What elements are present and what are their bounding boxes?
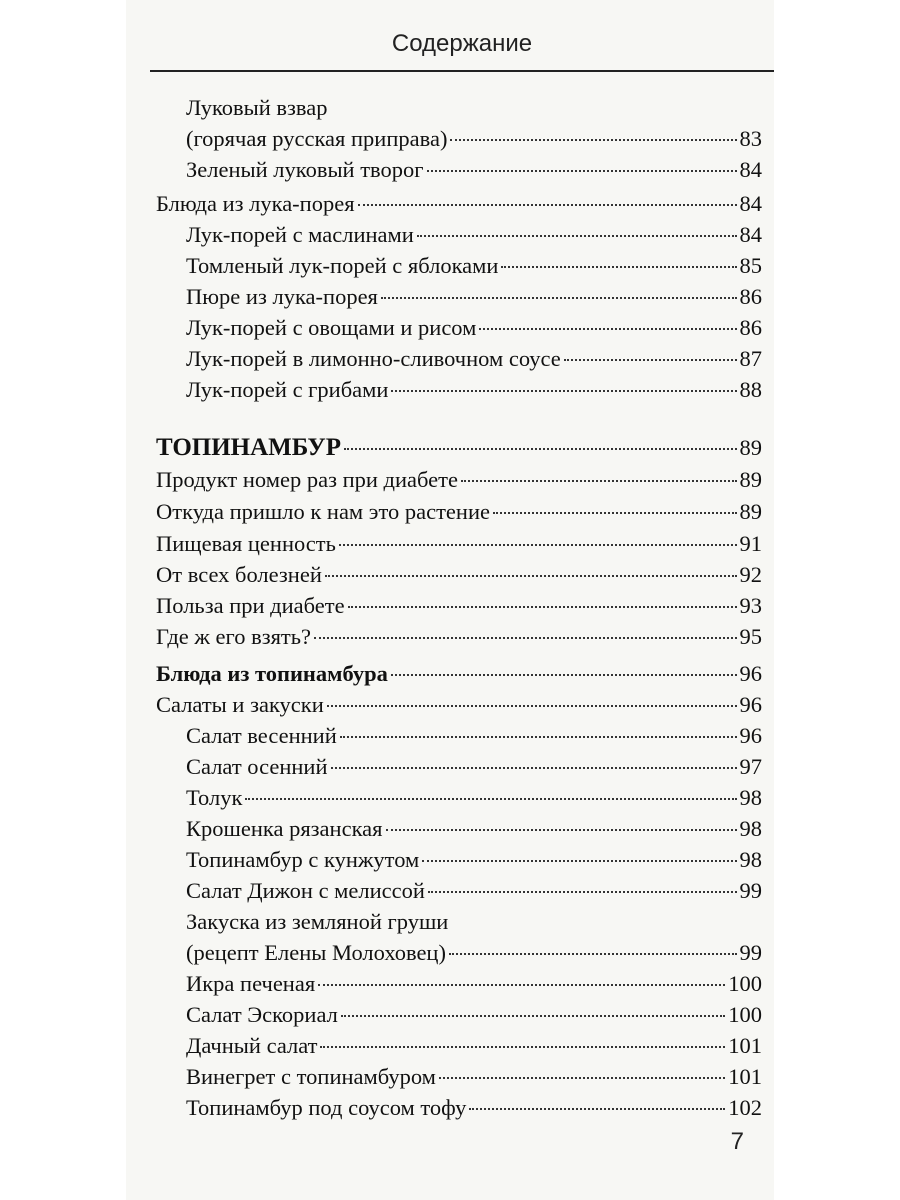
toc-entry-page: 96	[739, 692, 762, 717]
toc-entry-page: 98	[739, 816, 762, 841]
page-number: 7	[730, 1128, 744, 1155]
toc-entry-title: Салат Дижон с мелиссой	[186, 878, 425, 903]
dot-leader	[318, 984, 725, 986]
dot-leader	[417, 235, 737, 237]
dot-leader	[469, 1108, 725, 1110]
toc-entry-title: Пюре из лука-порея	[186, 284, 378, 309]
toc-entry	[150, 188, 762, 219]
toc-entry-page: 96	[739, 661, 762, 686]
toc-entry-title: Продукт номер раз при диабете	[156, 467, 458, 492]
toc-entry	[150, 590, 762, 621]
toc-entry-page: 92	[739, 562, 762, 587]
toc-entry-page: 97	[739, 754, 762, 779]
toc-entry-title: Блюда из лука-порея	[156, 191, 355, 216]
toc-entry-page: 101	[728, 1064, 762, 1089]
toc-entry-title: ТОПИНАМБУР	[156, 434, 342, 461]
dot-leader	[245, 798, 736, 800]
dot-leader	[341, 1015, 725, 1017]
toc-entry	[150, 559, 762, 590]
dot-leader	[339, 544, 737, 546]
toc-entry-page: 89	[739, 499, 762, 524]
toc-entry-page: 96	[739, 723, 762, 748]
toc-entry-title: От всех болезней	[156, 562, 322, 587]
toc-entry	[150, 999, 762, 1030]
dot-leader	[348, 606, 737, 608]
toc-entry-page: 100	[728, 971, 762, 996]
toc-subsection-heading	[150, 658, 762, 689]
dot-leader	[564, 359, 737, 361]
dot-leader	[422, 860, 736, 862]
toc-entry-page: 98	[739, 785, 762, 810]
toc-entry	[150, 1061, 762, 1092]
toc-entry	[150, 496, 762, 527]
toc-section-heading	[150, 432, 762, 463]
toc-entry-title: Томленый лук-порей с яблоками	[186, 253, 499, 278]
toc-entry	[150, 968, 762, 999]
toc-entry-page: 89	[739, 435, 762, 460]
toc-entry-title: Икра печеная	[186, 971, 316, 996]
toc-entry-page: 93	[739, 593, 762, 618]
toc-entry-page: 101	[728, 1033, 762, 1058]
toc-entry-title: Салаты и закуски	[156, 692, 324, 717]
toc-entry-title: (рецепт Елены Молоховец)	[186, 940, 446, 965]
toc-entry-title: Топинамбур под соусом тофу	[186, 1095, 467, 1120]
toc-entry-page: 95	[739, 624, 762, 649]
dot-leader	[391, 390, 736, 392]
toc-entry-title: Лук-порей с маслинами	[186, 222, 414, 247]
toc-entry-title: Толук	[186, 785, 243, 810]
toc-entry-title: Лук-порей в лимонно-сливочном соусе	[186, 346, 561, 371]
toc-entry-page: 83	[739, 126, 762, 151]
toc-entry-page: 84	[739, 157, 762, 182]
dot-leader	[427, 170, 737, 172]
toc-entry	[150, 689, 762, 720]
dot-leader	[325, 575, 737, 577]
toc-entry-title: Зеленый луковый творог	[186, 157, 424, 182]
toc-entry	[150, 1092, 762, 1123]
toc-entry-title: (горячая русская приправа)	[186, 126, 448, 151]
toc-entry	[150, 281, 762, 312]
toc-entry-title: Салат осенний	[186, 754, 328, 779]
toc-entry-title: Откуда пришло к нам это растение	[156, 499, 490, 524]
toc-entry-title: Салат весенний	[186, 723, 337, 748]
toc-entry-title: Крошенка рязанская	[186, 816, 383, 841]
dot-leader	[340, 736, 737, 738]
dot-leader	[479, 328, 736, 330]
toc-entry	[150, 219, 762, 250]
toc-entry-page: 99	[739, 878, 762, 903]
toc-entry	[150, 92, 327, 123]
toc-entry-title: Блюда из топинамбура	[156, 661, 388, 686]
toc-entry	[150, 312, 762, 343]
toc-entry	[150, 720, 762, 751]
toc-entry	[150, 844, 762, 875]
toc-entry-page: 89	[739, 467, 762, 492]
dot-leader	[331, 767, 737, 769]
toc-entry-page: 91	[739, 531, 762, 556]
toc-entry	[150, 343, 762, 374]
toc-entry-page: 99	[739, 940, 762, 965]
toc-entry	[150, 1030, 762, 1061]
toc-entry-page: 86	[739, 315, 762, 340]
toc-entry	[150, 528, 762, 559]
dot-leader	[450, 139, 736, 141]
toc-entry-page: 98	[739, 847, 762, 872]
page-title: Содержание	[391, 30, 533, 57]
toc-entry-title: Пищевая ценность	[156, 531, 336, 556]
toc-entry-page: 102	[728, 1095, 762, 1120]
dot-leader	[386, 829, 737, 831]
toc-entry-title: Закуска из земляной груши	[186, 909, 449, 934]
toc-entry-page: 84	[739, 222, 762, 247]
dot-leader	[344, 448, 736, 450]
book-page	[126, 0, 774, 1200]
dot-leader	[493, 512, 737, 514]
toc-entry-title: Топинамбур с кунжутом	[186, 847, 420, 872]
toc-entry	[150, 782, 762, 813]
toc-entry-page: 86	[739, 284, 762, 309]
toc-entry-title: Луковый взвар	[186, 95, 328, 120]
toc-entry	[150, 464, 762, 495]
header-divider	[150, 70, 774, 72]
toc-entry	[150, 937, 762, 968]
dot-leader	[381, 297, 737, 299]
toc-entry	[150, 875, 762, 906]
dot-leader	[320, 1046, 725, 1048]
toc-entry	[150, 751, 762, 782]
toc-entry	[150, 906, 448, 937]
dot-leader	[461, 480, 737, 482]
toc-entry-page: 88	[739, 377, 762, 402]
toc-entry-title: Лук-порей с грибами	[186, 377, 389, 402]
toc-entry-page: 87	[739, 346, 762, 371]
toc-entry	[150, 123, 762, 154]
dot-leader	[439, 1077, 725, 1079]
toc-entry-page: 84	[739, 191, 762, 216]
toc-entry	[150, 250, 762, 281]
toc-entry-title: Дачный салат	[186, 1033, 318, 1058]
dot-leader	[449, 953, 737, 955]
toc-entry-title: Польза при диабете	[156, 593, 345, 618]
toc-entry-page: 100	[728, 1002, 762, 1027]
dot-leader	[358, 204, 737, 206]
toc-entry-title: Винегрет с топинамбуром	[186, 1064, 436, 1089]
dot-leader	[501, 266, 736, 268]
toc-entry-title: Где ж его взять?	[156, 624, 312, 649]
toc-entry	[150, 374, 762, 405]
dot-leader	[314, 637, 736, 639]
toc-entry	[150, 154, 762, 185]
dot-leader	[391, 674, 737, 676]
page-header	[150, 28, 774, 68]
toc-entry	[150, 813, 762, 844]
toc-entry-title: Лук-порей с овощами и рисом	[186, 315, 477, 340]
toc-entry	[150, 621, 762, 652]
dot-leader	[428, 891, 737, 893]
dot-leader	[327, 705, 737, 707]
toc-entry-page: 85	[739, 253, 762, 278]
toc-entry-title: Салат Эскориал	[186, 1002, 338, 1027]
